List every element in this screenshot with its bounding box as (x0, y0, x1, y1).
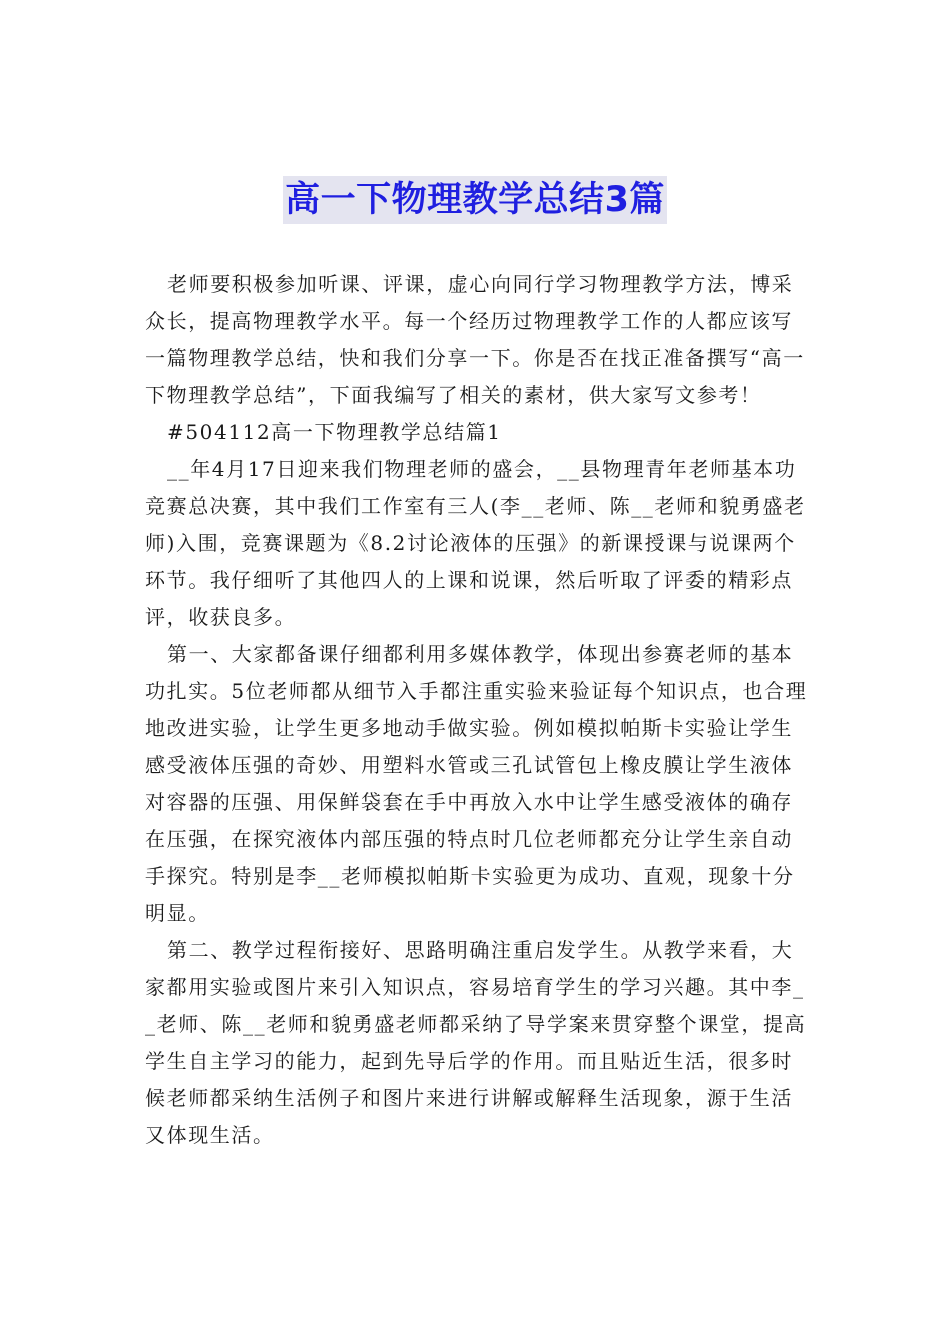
document-body (145, 266, 810, 1154)
document-title: 高一下物理教学总结3篇 (283, 176, 667, 224)
body-paragraph-2: 第一、大家都备课仔细都利用多媒体教学，体现出参赛老师的基本功扎实。5位老师都从细节入手都注重实验来验证每个知识点，也合理地改进实验，让学生更多地动手做实验。例如模拟帕斯卡实验让学生感受液体压强的奇妙、用塑料水管或三孔试管包上橡皮膜让学生液体对容器的压强、用保鲜袋套在手中再放入水中让学生感受液体的确存在压强，在探究液体内部压强的特点时几位老师都充分让学生亲自动手探究。特别是李__老师模拟帕斯卡实验更为成功、直观，现象十分明显。 (145, 642, 808, 925)
section-heading: #504112高一下物理教学总结篇1 (167, 420, 502, 444)
body-paragraph-3: 第二、教学过程衔接好、思路明确注重启发学生。从教学来看，大家都用实验或图片来引入知识点，容易培育学生的学习兴趣。其中李__老师、陈__老师和貌勇盛老师都采纳了导学案来贯穿整个课堂，提高学生自主学习的能力，起到先导后学的作用。而且贴近生活，很多时候老师都采纳生活例子和图片来进行讲解或解释生活现象，源于生活又体现生活。 (145, 938, 807, 1147)
body-paragraph-1: __年4月17日迎来我们物理老师的盛会，__县物理青年老师基本功竞赛总决赛，其中我们工作室有三人(李__老师、陈__老师和貌勇盛老师)入围，竞赛课题为《8.2讨论液体的压强》的新课授课与说课两个环节。我仔细听了其他四人的上课和说课，然后听取了评委的精彩点评，收获良多。 (145, 457, 806, 629)
intro-paragraph: 老师要积极参加听课、评课，虚心向同行学习物理教学方法，博采众长，提高物理教学水平。每一个经历过物理教学工作的人都应该写一篇物理教学总结，快和我们分享一下。你是否在找正准备撰写“高一下物理教学总结”，下面我编写了相关的素材，供大家写文参考！ (145, 272, 805, 407)
title-container (0, 176, 950, 224)
